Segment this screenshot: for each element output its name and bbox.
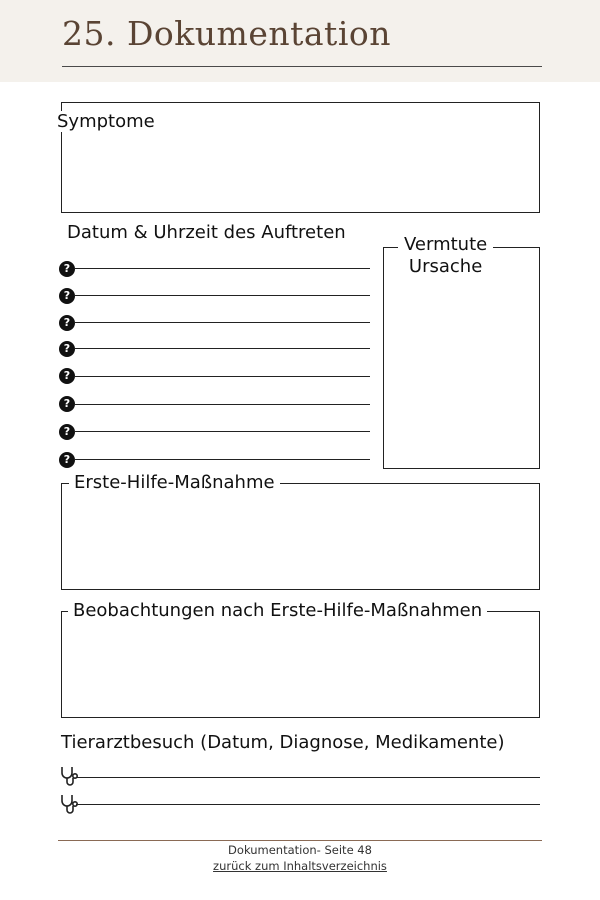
question-icon: ? xyxy=(59,315,75,331)
ursache-label-line2: Ursache xyxy=(408,256,483,277)
question-icon: ? xyxy=(59,261,75,277)
erste-hilfe-box[interactable] xyxy=(61,483,540,590)
datum-heading: Datum & Uhrzeit des Auftreten xyxy=(62,222,351,243)
toc-link[interactable]: zurück zum Inhaltsverzeichnis xyxy=(213,859,387,873)
question-icon: ? xyxy=(59,341,75,357)
beobachtungen-label: Beobachtungen nach Erste-Hilfe-Maßnahmen xyxy=(68,600,487,621)
question-icon: ? xyxy=(59,368,75,384)
datum-entry-line[interactable] xyxy=(74,404,370,405)
question-icon: ? xyxy=(59,424,75,440)
tierarzt-entry-line[interactable] xyxy=(76,777,540,778)
footer-page-label: Dokumentation- Seite 48 xyxy=(228,843,372,857)
datum-entry-line[interactable] xyxy=(74,459,370,460)
datum-entry-line[interactable] xyxy=(74,295,370,296)
erste-hilfe-label: Erste-Hilfe-Maßnahme xyxy=(69,472,280,493)
symptome-label: Symptome xyxy=(52,111,160,132)
datum-entry-line[interactable] xyxy=(74,322,370,323)
question-icon: ? xyxy=(59,396,75,412)
question-icon: ? xyxy=(59,452,75,468)
ursache-label-line1: Vermtute xyxy=(404,234,488,255)
footer-divider xyxy=(58,840,542,841)
footer-toc-link-wrap xyxy=(0,859,600,873)
question-icon: ? xyxy=(59,288,75,304)
ursache-box[interactable] xyxy=(383,247,540,469)
title-divider xyxy=(62,66,542,67)
ursache-label xyxy=(398,234,493,278)
page-title: 25. Dokumentation xyxy=(62,14,391,53)
datum-entry-line[interactable] xyxy=(74,431,370,432)
tierarzt-heading: Tierarztbesuch (Datum, Diagnose, Medikamente) xyxy=(56,732,510,753)
datum-entry-line[interactable] xyxy=(74,348,370,349)
stethoscope-icon xyxy=(58,765,80,787)
datum-entry-line[interactable] xyxy=(74,376,370,377)
tierarzt-entry-line[interactable] xyxy=(76,804,540,805)
beobachtungen-box[interactable] xyxy=(61,611,540,718)
datum-entry-line[interactable] xyxy=(74,268,370,269)
